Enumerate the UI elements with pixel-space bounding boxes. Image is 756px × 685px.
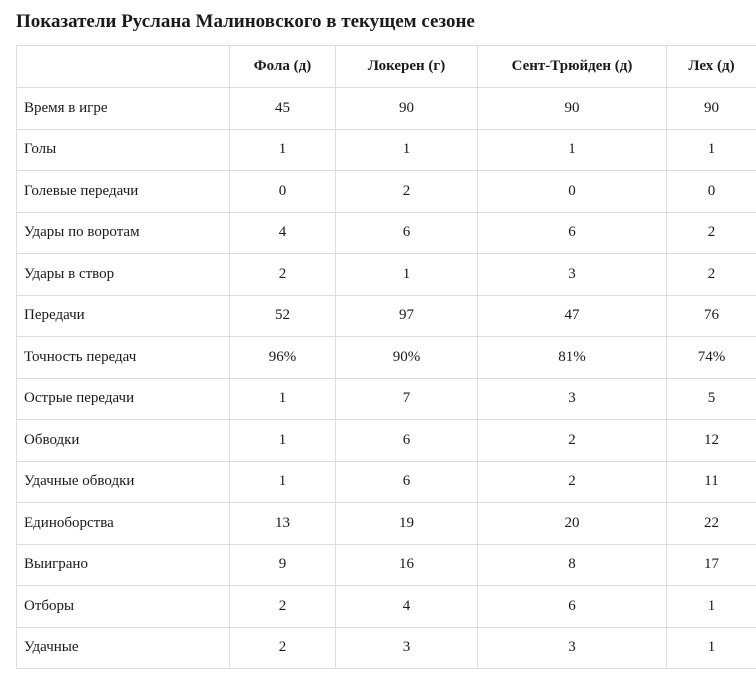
row-label: Единоборства: [17, 503, 230, 545]
value-cell: 52: [230, 295, 336, 337]
value-cell: 90: [667, 88, 756, 130]
value-cell: 2: [478, 461, 667, 503]
value-cell: 3: [478, 627, 667, 669]
page-title: Показатели Руслана Малиновского в текущем сезоне: [16, 11, 475, 32]
value-cell: 96%: [230, 337, 336, 379]
value-cell: 7: [336, 378, 478, 420]
value-cell: 2: [336, 171, 478, 213]
row-label: Передачи: [17, 295, 230, 337]
value-cell: 1: [230, 129, 336, 171]
value-cell: 0: [478, 171, 667, 213]
table-row: [17, 254, 756, 296]
value-cell: 4: [336, 586, 478, 628]
value-cell: 90%: [336, 337, 478, 379]
value-cell: 0: [230, 171, 336, 213]
value-cell: 12: [667, 420, 756, 462]
table-row: [17, 88, 756, 130]
value-cell: 17: [667, 544, 756, 586]
table-row: [17, 212, 756, 254]
value-cell: 1: [667, 129, 756, 171]
table-row: [17, 378, 756, 420]
value-cell: 45: [230, 88, 336, 130]
value-cell: 2: [667, 212, 756, 254]
corner-cell: [17, 46, 230, 88]
row-label: Острые передачи: [17, 378, 230, 420]
value-cell: 81%: [478, 337, 667, 379]
column-header-sint-truiden: Сент-Трюйден (д): [478, 46, 667, 88]
value-cell: 1: [230, 461, 336, 503]
row-label: Голевые передачи: [17, 171, 230, 213]
value-cell: 2: [478, 420, 667, 462]
table-row: [17, 337, 756, 379]
value-cell: 6: [478, 586, 667, 628]
column-header-lokeren: Локерен (г): [336, 46, 478, 88]
value-cell: 6: [336, 461, 478, 503]
value-cell: 1: [336, 254, 478, 296]
table-row: [17, 129, 756, 171]
value-cell: 47: [478, 295, 667, 337]
row-label: Время в игре: [17, 88, 230, 130]
table-row: [17, 503, 756, 545]
value-cell: 19: [336, 503, 478, 545]
stats-table: [16, 45, 756, 669]
value-cell: 90: [336, 88, 478, 130]
value-cell: 1: [667, 627, 756, 669]
table-row: [17, 461, 756, 503]
row-label: Удачные: [17, 627, 230, 669]
value-cell: 2: [667, 254, 756, 296]
value-cell: 9: [230, 544, 336, 586]
value-cell: 3: [478, 254, 667, 296]
header-row: [17, 46, 756, 88]
value-cell: 16: [336, 544, 478, 586]
value-cell: 76: [667, 295, 756, 337]
value-cell: 2: [230, 627, 336, 669]
value-cell: 11: [667, 461, 756, 503]
value-cell: 1: [230, 378, 336, 420]
row-label: Выиграно: [17, 544, 230, 586]
row-label: Обводки: [17, 420, 230, 462]
table-row: [17, 295, 756, 337]
stats-table-body: [17, 88, 756, 669]
value-cell: 97: [336, 295, 478, 337]
value-cell: 1: [230, 420, 336, 462]
row-label: Отборы: [17, 586, 230, 628]
column-header-lech: Лех (д): [667, 46, 756, 88]
column-header-fola: Фола (д): [230, 46, 336, 88]
value-cell: 5: [667, 378, 756, 420]
table-row: [17, 544, 756, 586]
value-cell: 2: [230, 586, 336, 628]
value-cell: 74%: [667, 337, 756, 379]
row-label: Удачные обводки: [17, 461, 230, 503]
value-cell: 22: [667, 503, 756, 545]
value-cell: 2: [230, 254, 336, 296]
value-cell: 4: [230, 212, 336, 254]
table-row: [17, 171, 756, 213]
value-cell: 1: [478, 129, 667, 171]
value-cell: 6: [478, 212, 667, 254]
value-cell: 13: [230, 503, 336, 545]
row-label: Голы: [17, 129, 230, 171]
table-row: [17, 627, 756, 669]
row-label: Точность передач: [17, 337, 230, 379]
row-label: Удары по воротам: [17, 212, 230, 254]
value-cell: 3: [478, 378, 667, 420]
row-label: Удары в створ: [17, 254, 230, 296]
value-cell: 90: [478, 88, 667, 130]
value-cell: 1: [336, 129, 478, 171]
value-cell: 8: [478, 544, 667, 586]
value-cell: 3: [336, 627, 478, 669]
value-cell: 6: [336, 212, 478, 254]
value-cell: 6: [336, 420, 478, 462]
table-row: [17, 420, 756, 462]
value-cell: 0: [667, 171, 756, 213]
table-row: [17, 586, 756, 628]
value-cell: 1: [667, 586, 756, 628]
value-cell: 20: [478, 503, 667, 545]
